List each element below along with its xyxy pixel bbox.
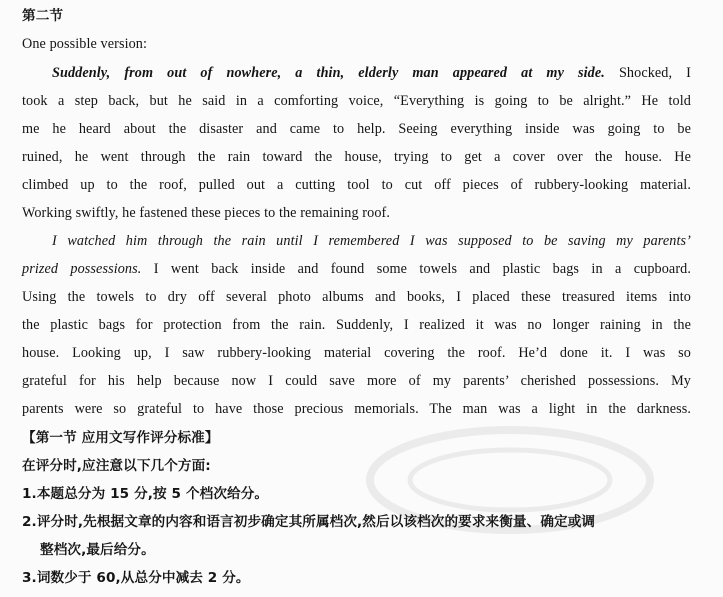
para2-line2-rest: I went back inside and found some towels and plastic bags in a cupboard.	[141, 261, 691, 277]
rubric-item-2a: 2.评分时,先根据文章的内容和语言初步确定其所属档次,然后以该档次的要求来衡量、确定或调	[22, 514, 596, 530]
para2-italic-lead: prized possessions.	[22, 261, 142, 277]
para1-line1	[52, 63, 691, 83]
rubric-heading: 【第一节 应用文写作评分标准】	[22, 430, 219, 446]
para2-line1: I watched him through the rain until I remembered I was supposed to be saving my parents’	[52, 233, 691, 249]
para2-line3: Using the towels to dry off several photo albums and books, I placed these treasured items into	[22, 289, 691, 305]
para2-line7: parents were so grateful to have those precious memorials. The man was a light in the darkness.	[22, 401, 691, 417]
para1-line3: me he heard about the disaster and came to help. Seeing everything inside was going to be	[22, 121, 691, 137]
para1-line6: Working swiftly, he fastened these pieces to the remaining roof.	[22, 205, 390, 221]
para2-line5: house. Looking up, I saw rubbery-looking material covering the roof. He’d done it. I was so	[22, 345, 691, 361]
para1-italic-lead: Suddenly, from out of nowhere, a thin, elderly man appeared at my side.	[52, 65, 605, 81]
para1-line2: took a step back, but he said in a comforting voice, “Everything is going to be alright.” He told	[22, 93, 691, 109]
rubric-intro: 在评分时,应注意以下几个方面:	[22, 458, 211, 474]
para2-line2	[22, 259, 691, 279]
version-label: One possible version:	[22, 36, 148, 52]
section-heading: 第二节	[22, 8, 64, 24]
rubric-item-1: 1.本题总分为 15 分,按 5 个档次给分。	[22, 486, 269, 502]
para1-line5: climbed up to the roof, pulled out a cutting tool to cut off pieces of rubbery-looking material.	[22, 177, 691, 193]
para2-line6: grateful for his help because now I could save more of my parents’ cherished possessions. My	[22, 373, 691, 389]
para1-line1-rest: Shocked, I	[604, 65, 692, 81]
rubric-item-2b: 整档次,最后给分。	[40, 542, 155, 558]
para2-line4: the plastic bags for protection from the rain. Suddenly, I realized it was no longer raining in the	[22, 317, 691, 333]
para1-line4: ruined, he went through the rain toward the house, trying to get a cover over the house. He	[22, 149, 691, 165]
rubric-item-3: 3.词数少于 60,从总分中减去 2 分。	[22, 570, 250, 586]
